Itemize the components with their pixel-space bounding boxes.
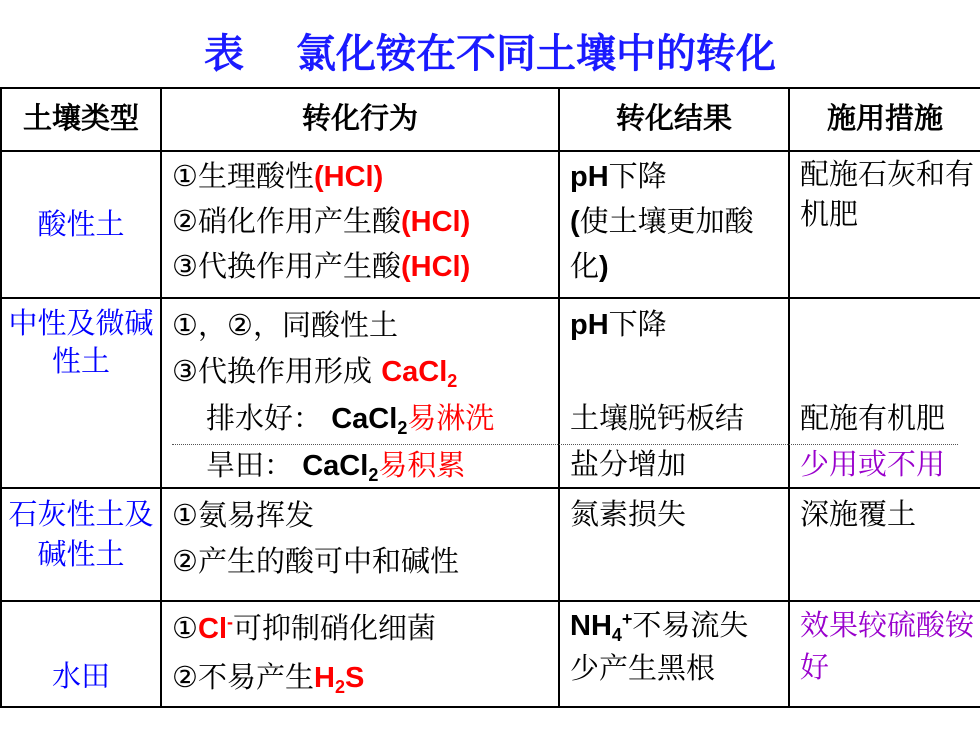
neutral-result-3: 土壤脱钙板结 (570, 401, 745, 435)
header-behavior: 转化行为 (301, 101, 418, 135)
behavior-line: ①，②，同酸性土 (172, 308, 398, 342)
neutral-measure-3: 配施有机肥 (800, 401, 946, 435)
header-soil-type: 土壤类型 (22, 101, 139, 135)
neutral-measure-4: 少用或不用 (800, 447, 946, 481)
neutral-result-4: 盐分增加 (570, 447, 687, 481)
behavior-line: ①氨易挥发 (172, 498, 314, 532)
table-title (0, 22, 980, 79)
behavior-line: 旱田： CaCl$_2$易积累 (206, 448, 466, 485)
acid-measure: 配施石灰和有机肥 (800, 157, 975, 231)
paddy-behavior (172, 604, 558, 702)
header-measure: 施用措施 (826, 101, 943, 135)
behavior-line: 排水好： CaCl$_2$易淋洗 (206, 401, 495, 438)
col2-divider (558, 87, 560, 708)
soil-type-neutral: 中性及微碱性土 (8, 306, 154, 378)
behavior-line: ②硝化作用产生酸(HCl) (172, 204, 471, 238)
behavior-line: ③代换作用产生酸(HCl) (172, 249, 471, 283)
row1-bottom-border (0, 297, 980, 299)
neutral-result-1: pH下降 (570, 307, 667, 341)
soil-type-paddy: 水田 (51, 659, 110, 693)
row3-bottom-border (0, 600, 980, 602)
paddy-measure: 效果较硫酸铵好 (800, 608, 975, 684)
behavior-line: ③代换作用形成 CaCl$_2$ (172, 354, 458, 391)
soil-type-acid: 酸性土 (37, 207, 125, 241)
header-bottom-border (0, 150, 980, 152)
lime-measure: 深施覆土 (800, 497, 917, 531)
col3-divider (788, 87, 790, 708)
title-prefix: 表 (204, 31, 244, 77)
behavior-line: ②不易产生$H_2S$ (172, 660, 365, 697)
title-text: 氯化铵在不同土壤中的转化 (296, 31, 776, 77)
col1-divider (160, 87, 162, 708)
behavior-line: ②产生的酸可中和碱性 (172, 544, 459, 578)
neutral-behavior (172, 302, 558, 489)
header-result: 转化结果 (615, 101, 732, 135)
paddy-result: $NH_4^+$不易流失 少产生黑根 (570, 608, 749, 685)
soil-type-lime: 石灰性土及碱性土 (8, 497, 154, 571)
acid-result: pH下降 (使土壤更加酸 化) (570, 159, 754, 283)
behavior-line: ①Cl-可抑制硝化细菌 (172, 611, 437, 645)
table-left-border (0, 87, 2, 708)
lime-behavior (172, 492, 558, 584)
acid-behavior (172, 154, 558, 289)
table-top-border (0, 87, 980, 89)
behavior-line: ①生理酸性(HCl) (172, 159, 384, 193)
lime-result: 氮素损失 (570, 497, 687, 531)
table-bottom-border (0, 706, 980, 708)
